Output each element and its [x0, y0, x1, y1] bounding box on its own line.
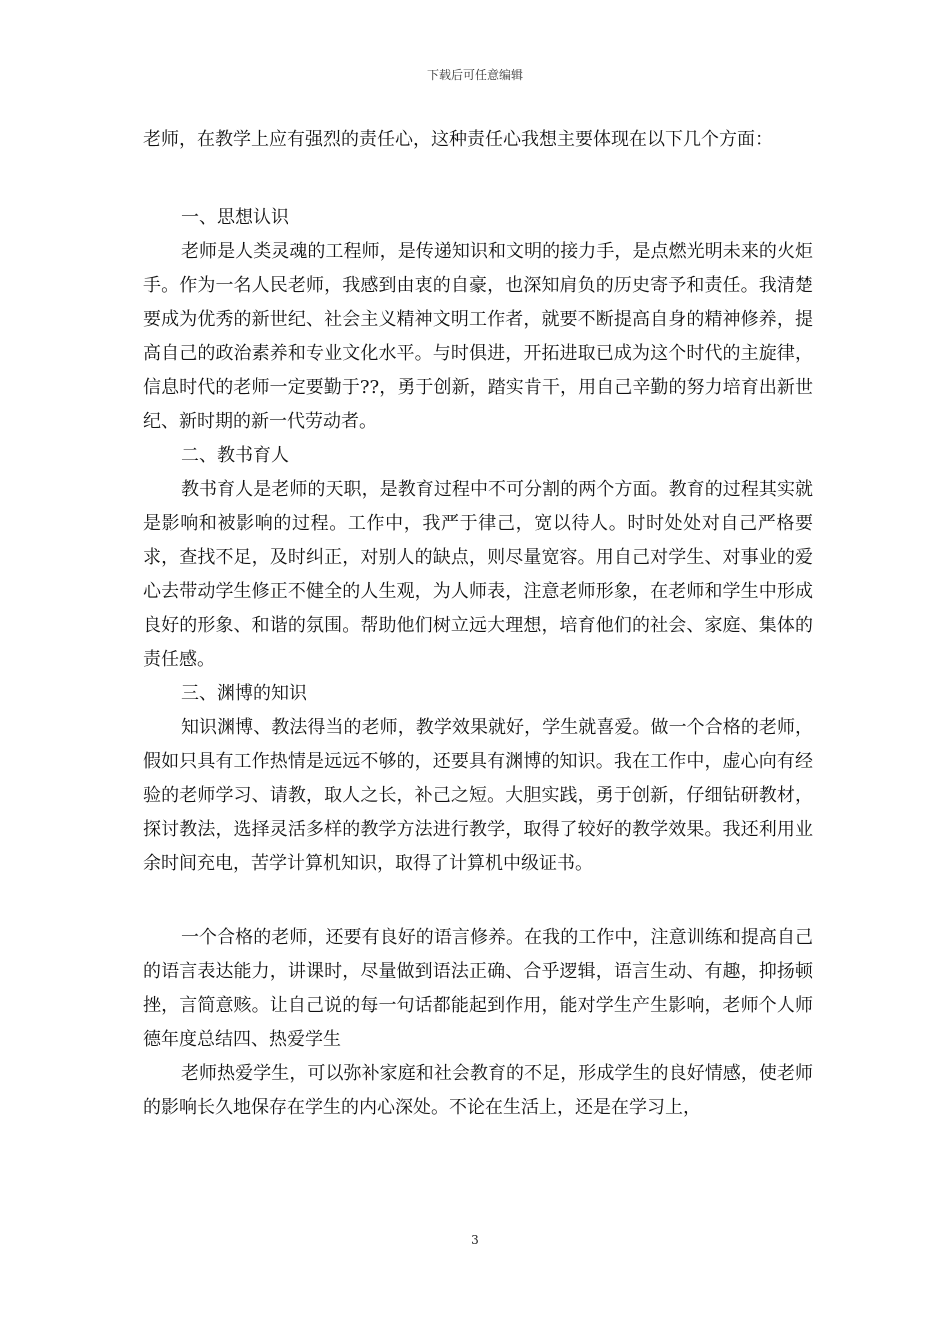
paragraph-section-3: 知识渊博、教法得当的老师，教学效果就好，学生就喜爱。做一个合格的老师，假如只具有工作热情是远远不够的，还要具有渊博的知识。我在工作中，虚心向有经验的老师学习、请教，取人之长，补己之短。大胆实践，勇于创新，仔细钻研教材，探讨教法，选择灵活多样的教学方法进行教学，取得了较好的教学效果。我还利用业余时间充电，苦学计算机知识，取得了计算机中级证书。 [143, 717, 813, 874]
paragraph-section-2: 教书育人是老师的天职，是教育过程中不可分割的两个方面。教育的过程其实就是影响和被影响的过程。工作中，我严于律己，宽以待人。时时处处对自己严格要求，查找不足，及时纠正，对别人的缺点，则尽量宽容。用自己对学生、对事业的爱心去带动学生修正不健全的人生观，为人师表，注意老师形象，在老师和学生中形成良好的形象、和谐的氛围。帮助他们树立远大理想，培育他们的社会、家庭、集体的责任感。 [143, 479, 813, 670]
section-heading-1: 一、思想认识 [181, 207, 289, 228]
page-header: 下载后可任意编辑 [426, 68, 523, 82]
paragraph-language: 一个合格的老师，还要有良好的语言修养。在我的工作中，注意训练和提高自己的语言表达能力，讲课时，尽量做到语法正确、合乎逻辑，语言生动、有趣，抑扬顿挫，言简意赅。让自己说的每一句话都能起到作用，能对学生产生影响，老师个人师德年度总结四、热爱学生 [143, 927, 813, 1050]
paragraph-love-students: 老师热爱学生，可以弥补家庭和社会教育的不足，形成学生的良好情感，使老师的影响长久地保存在学生的内心深处。不论在生活上，还是在学习上， [143, 1063, 813, 1118]
section-heading-3: 三、渊博的知识 [181, 683, 307, 704]
section-heading-2: 二、教书育人 [181, 445, 289, 466]
document-body [143, 123, 813, 1125]
paragraph-intro: 老师，在教学上应有强烈的责任心，这种责任心我想主要体现在以下几个方面： [143, 129, 773, 150]
page-number: 3 [471, 1233, 479, 1247]
paragraph-section-1: 老师是人类灵魂的工程师，是传递知识和文明的接力手，是点燃光明未来的火炬手。作为一名人民老师，我感到由衷的自豪，也深知肩负的历史寄予和责任。我清楚要成为优秀的新世纪、社会主义精神文明工作者，就要不断提高自身的精神修养，提高自己的政治素养和专业文化水平。与时俱进，开拓进取已成为这个时代的主旋律，信息时代的老师一定要勤于??，勇于创新，踏实肯干，用自己辛勤的努力培育出新世纪、新时期的新一代劳动者。 [143, 241, 813, 432]
